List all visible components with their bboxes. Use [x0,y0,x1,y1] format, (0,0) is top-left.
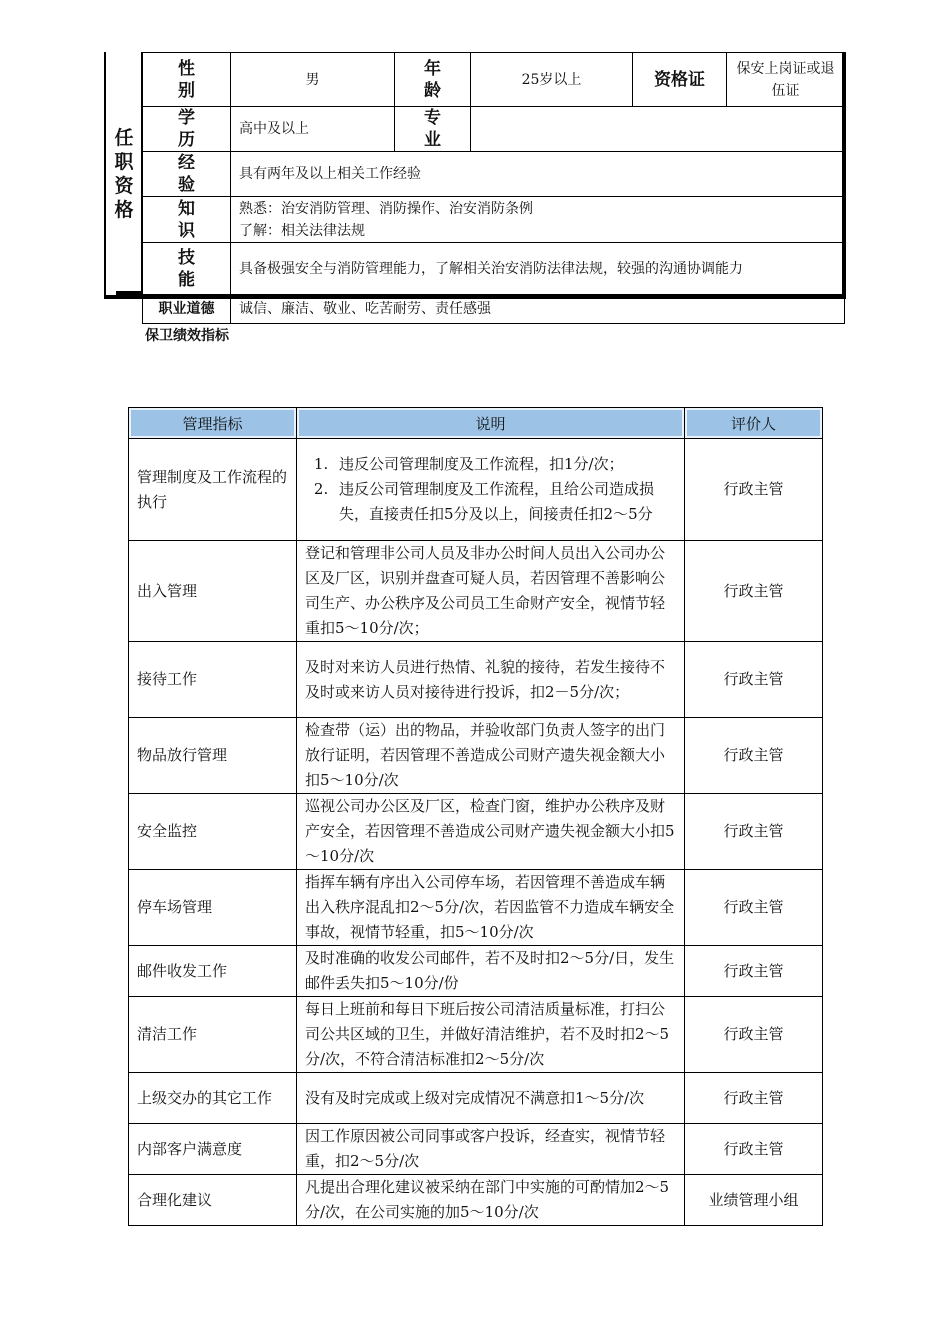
qualification-table [104,52,846,317]
indicator-cell: 上级交办的其它工作 [129,1073,297,1124]
section-title: 保卫绩效指标 [145,328,229,344]
qualification-grid [142,52,845,324]
evaluator-cell: 行政主管 [685,642,823,718]
table-row [129,946,823,997]
performance-table [128,407,823,1226]
major-label: 专 业 [395,107,471,152]
description-cell: 凡提出合理化建议被采纳在部门中实施的可酌情加2～5分/次，在公司实施的加5～10分/次 [297,1175,685,1226]
description-cell: 因工作原因被公司同事或客户投诉，经查实，视情节轻重，扣2～5分/次 [297,1124,685,1175]
indicator-cell: 合理化建议 [129,1175,297,1226]
indicator-cell: 安全监控 [129,794,297,870]
indicator-cell: 管理制度及工作流程的执行 [129,439,297,541]
knowledge-line: 熟悉：治安消防管理、消防操作、治安消防条例 [239,200,533,217]
evaluator-cell: 行政主管 [685,1073,823,1124]
side-char: 资 [114,175,134,197]
indicator-cell: 内部客户满意度 [129,1124,297,1175]
skills-label: 技 能 [143,243,231,295]
indicator-cell: 停车场管理 [129,870,297,946]
gender-value: 男 [231,53,395,107]
description-cell: 及时准确的收发公司邮件，若不及时扣2～5分/日，发生邮件丢失扣5～10分/份 [297,946,685,997]
age-label: 年 龄 [395,53,471,107]
certificate-label: 资格证 [633,53,727,107]
table-row [129,439,823,541]
ethics-value: 诚信、廉洁、敬业、吃苦耐劳、责任感强 [231,295,845,324]
indicator-cell: 接待工作 [129,642,297,718]
side-char: 任 [114,127,134,149]
header-evaluator: 评价人 [685,408,823,439]
side-char: 格 [114,199,134,221]
education-value: 高中及以上 [231,107,395,152]
knowledge-value [231,197,845,243]
evaluator-cell: 行政主管 [685,718,823,794]
ethics-label: 职业道德 [143,295,231,324]
qualification-side-label [106,52,142,295]
experience-label: 经 验 [143,152,231,197]
header-description: 说明 [297,408,685,439]
evaluator-cell: 行政主管 [685,946,823,997]
side-char: 职 [114,151,134,173]
evaluator-cell: 行政主管 [685,541,823,642]
table-row [129,642,823,718]
evaluator-cell: 行政主管 [685,1124,823,1175]
list-item: 1. 违反公司管理制度及工作流程，扣1分/次； [333,452,676,477]
skills-value: 具备极强安全与消防管理能力，了解相关治安消防法律法规，较强的沟通协调能力 [231,243,845,295]
description-cell [297,439,685,541]
table-row [129,718,823,794]
knowledge-line: 了解：相关法律法规 [239,222,365,239]
description-cell: 检查带（运）出的物品，并验收部门负责人签字的出门放行证明，若因管理不善造成公司财产遗失视金额大小扣5～10分/次 [297,718,685,794]
table-row [129,1073,823,1124]
table-header-row [129,408,823,439]
indicator-cell: 邮件收发工作 [129,946,297,997]
age-value: 25岁以上 [471,53,633,107]
header-indicator: 管理指标 [129,408,297,439]
experience-value: 具有两年及以上相关工作经验 [231,152,845,197]
description-cell: 巡视公司办公区及厂区，检查门窗，维护办公秩序及财产安全，若因管理不善造成公司财产遗失视金额大小扣5～10分/次 [297,794,685,870]
description-cell: 及时对来访人员进行热情、礼貌的接待，若发生接待不及时或来访人员对接待进行投诉，扣2－5分/次； [297,642,685,718]
education-label: 学 历 [143,107,231,152]
evaluator-cell: 行政主管 [685,870,823,946]
certificate-value: 保安上岗证或退伍证 [727,53,845,107]
table-row [129,1175,823,1226]
gender-label: 性 别 [143,53,231,107]
table-row [129,794,823,870]
side-divider [116,291,142,295]
evaluator-cell: 行政主管 [685,997,823,1073]
table-row [129,541,823,642]
indicator-cell: 物品放行管理 [129,718,297,794]
indicator-cell: 出入管理 [129,541,297,642]
evaluator-cell: 行政主管 [685,794,823,870]
description-cell: 指挥车辆有序出入公司停车场，若因管理不善造成车辆出入秩序混乱扣2～5分/次，若因监管不力造成车辆安全事故，视情节轻重，扣5～10分/次 [297,870,685,946]
evaluator-cell: 业绩管理小组 [685,1175,823,1226]
evaluator-cell: 行政主管 [685,439,823,541]
description-cell: 每日上班前和每日下班后按公司清洁质量标准，打扫公司公共区域的卫生，并做好清洁维护，若不及时扣2～5分/次，不符合清洁标准扣2～5分/次 [297,997,685,1073]
description-cell: 登记和管理非公司人员及非办公时间人员出入公司办公区及厂区，识别并盘查可疑人员，若因管理不善影响公司生产、办公秩序及公司员工生命财产安全，视情节轻重扣5～10分/次； [297,541,685,642]
description-cell: 没有及时完成或上级对完成情况不满意扣1～5分/次 [297,1073,685,1124]
list-item: 2. 违反公司管理制度及工作流程，且给公司造成损失，直接责任扣5分及以上，间接责任扣2～5分 [333,477,676,527]
table-row [129,997,823,1073]
table-row [129,1124,823,1175]
indicator-cell: 清洁工作 [129,997,297,1073]
description-list [305,452,676,527]
table-row [129,870,823,946]
knowledge-label: 知 识 [143,197,231,243]
major-value [471,107,845,152]
